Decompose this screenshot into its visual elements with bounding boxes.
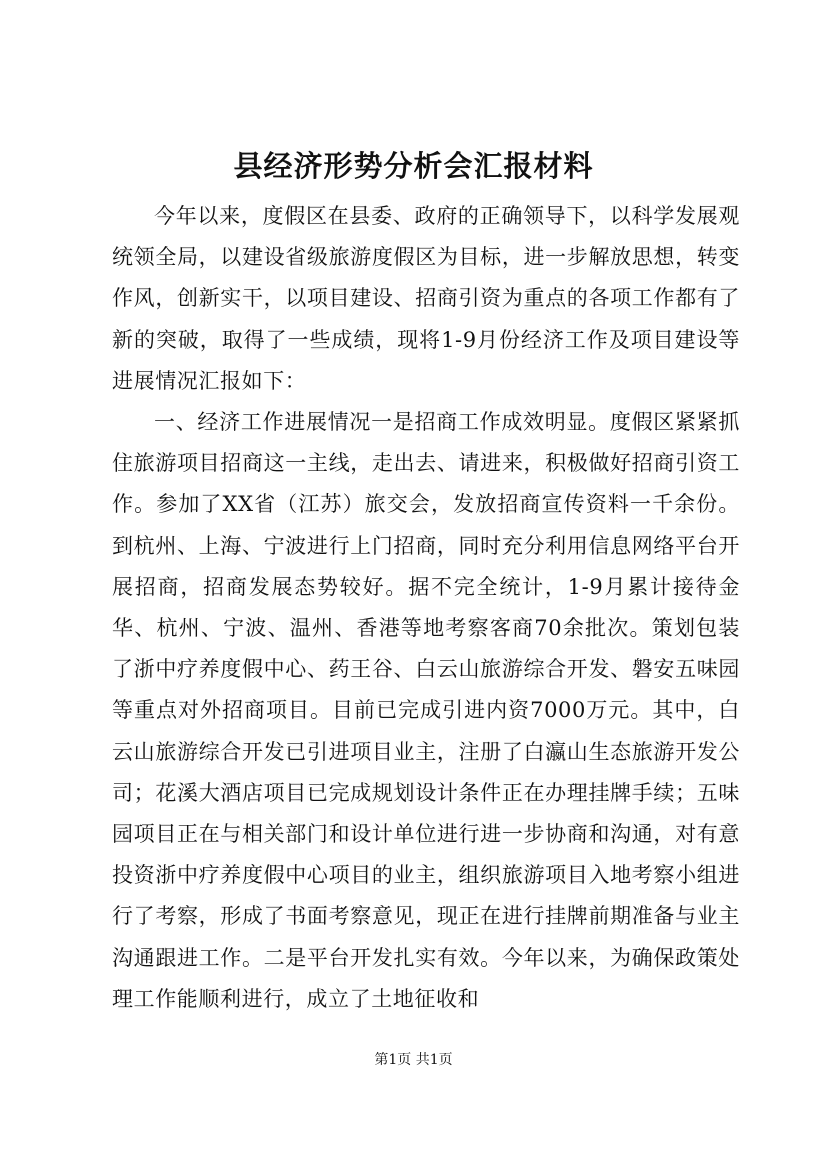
document-body — [112, 196, 740, 1020]
paragraph-intro: 今年以来，度假区在县委、政府的正确领导下，以科学发展观统领全局，以建设省级旅游度假区为目标，进一步解放思想，转变作风，创新实干，以项目建设、招商引资为重点的各项工作都有了新的突破，取得了一些成绩，现将1-9月份经济工作及项目建设等进展情况汇报如下： — [112, 204, 740, 393]
document-title: 县经济形势分析会汇报材料 — [233, 149, 594, 183]
paragraph-economic-progress: 一、经济工作进展情况一是招商工作成效明显。度假区紧紧抓住旅游项目招商这一主线，走出去、请进来，积极做好招商引资工作。参加了XX省（江苏）旅交会，发放招商宣传资料一千余份。到杭州、上海、宁波进行上门招商，同时充分利用信息网络平台开展招商，招商发展态势较好。据不完全统计，1-9月累计接待金华、杭州、宁波、温州、香港等地考察客商70余批次。策划包装了浙中疗养度假中心、药王谷、白云山旅游综合开发、磐安五味园等重点对外招商项目。目前已完成引进内资7000万元。其中，白云山旅游综合开发已引进项目业主，注册了白瀛山生态旅游开发公司；花溪大酒店项目已完成规划设计条件正在办理挂牌手续；五味园项目正在与相关部门和设计单位进行进一步协商和沟通，对有意投资浙中疗养度假中心项目的业主，组织旅游项目入地考察小组进行了考察，形成了书面考察意见，现正在进行挂牌前期准备与业主沟通跟进工作。二是平台开发扎实有效。今年以来，为确保政策处理工作能顺利进行，成立了土地征收和 — [112, 410, 740, 1011]
page-number: 第1页 共1页 — [374, 1052, 453, 1068]
